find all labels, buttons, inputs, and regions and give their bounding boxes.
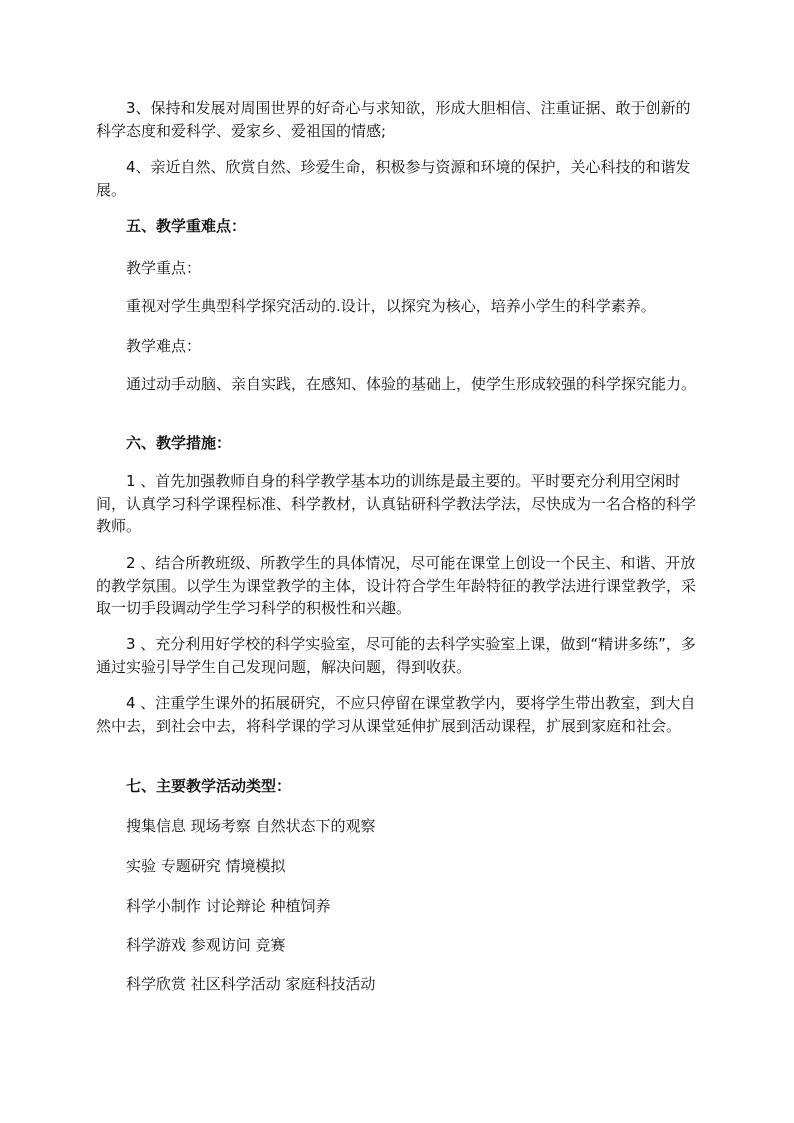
teaching-focus-label: 教学重点：	[126, 259, 202, 277]
section-heading-measures: 六、教学措施：	[126, 434, 232, 452]
section-heading-activity-types: 七、主要教学活动类型：	[126, 777, 292, 795]
paragraph-goal-4: 4、亲近自然、欣赏自然、珍爱生命，积极参与资源和环境的保护，关心科技的和谐发展。	[96, 158, 691, 199]
teaching-difficulty-label: 教学难点：	[126, 337, 202, 355]
activity-line-4: 科学游戏 参观访问 竞赛	[126, 936, 286, 954]
activity-line-3: 科学小制作 讨论辩论 种植饲养	[126, 897, 331, 915]
teaching-focus-text: 重视对学生典型科学探究活动的.设计，以探究为核心，培养小学生的科学素养。	[126, 297, 656, 315]
paragraph-goal-3: 3、保持和发展对周围世界的好奇心与求知欲，形成大胆相信、注重证据、敢于创新的科学态度和爱科学、爱家乡、爱祖国的情感;	[96, 99, 691, 140]
measure-3: 3 、充分利用好学校的科学实验室，尽可能的去科学实验室上课，做到“精讲多练”，多通过实验引导学生自己发现问题，解决问题，得到收获。	[96, 635, 696, 676]
measure-1: 1 、首先加强教师自身的科学教学基本功的训练是最主要的。平时要充分利用空闲时间，认真学习科学课程标准、科学教材，认真钻研科学教法学法，尽快成为一名合格的科学教师。	[96, 472, 697, 535]
measure-2: 2 、结合所教班级、所教学生的具体情况，尽可能在课堂上创设一个民主、和谐、开放的教学氛围。以学生为课堂教学的主体，设计符合学生年龄特征的教学法进行课堂教学，采取一切手段调动学生学习科学的积极性和兴趣。	[96, 554, 697, 617]
activity-line-1: 搜集信息 现场考察 自然状态下的观察	[126, 817, 376, 835]
measure-4: 4 、注重学生课外的拓展研究，不应只停留在课堂教学内，要将学生带出教室，到大自然中去，到社会中去，将科学课的学习从课堂延伸扩展到活动课程，扩展到家庭和社会。	[96, 694, 696, 735]
activity-line-5: 科学欣赏 社区科学活动 家庭科技活动	[126, 975, 376, 993]
section-heading-key-points: 五、教学重难点：	[126, 217, 247, 235]
activity-line-2: 实验 专题研究 情境模拟	[126, 857, 286, 875]
teaching-difficulty-text: 通过动手动脑、亲自实践，在感知、体验的基础上，使学生形成较强的科学探究能力。	[126, 375, 697, 393]
